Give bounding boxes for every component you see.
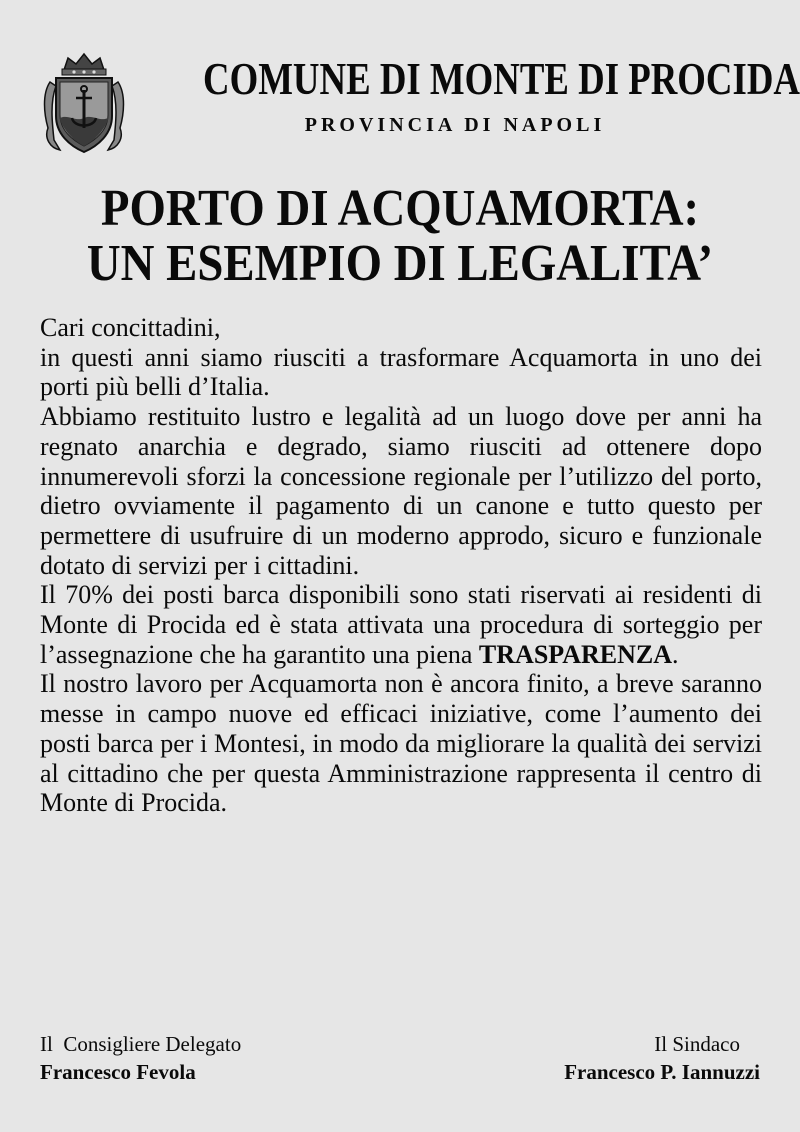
- signature-mayor-role: Il Sindaco: [654, 1032, 740, 1056]
- signature-councillor-role: Il Consigliere Delegato: [40, 1032, 242, 1056]
- letter-body: [40, 313, 762, 818]
- headline-line-2: UN ESEMPIO DI LEGALITA’: [86, 235, 714, 292]
- municipality-title: COMUNE DI MONTE DI PROCIDA: [203, 53, 800, 104]
- signature-mayor: [564, 1030, 760, 1086]
- signature-councillor-name: Francesco Fevola: [40, 1060, 196, 1084]
- province-subtitle: PROVINCIA DI NAPOLI: [304, 114, 606, 136]
- headline-line-1: PORTO DI ACQUAMORTA:: [100, 180, 700, 237]
- salutation: Cari concittadini,: [40, 313, 221, 342]
- paragraph-intro: in questi anni siamo riusciti a trasformare Acquamorta in uno dei porti più belli d’Italia.: [40, 342, 762, 402]
- signature-councillor: [40, 1030, 241, 1086]
- transparency-emphasis: TRASPARENZA: [478, 639, 673, 669]
- paragraph-residents-end: .: [672, 639, 679, 669]
- coat-of-arms-icon: [40, 52, 128, 156]
- paragraph-future: Il nostro lavoro per Acquamorta non è ancora finito, a breve saranno messe in campo nuove ed efficaci iniziative, come l’aumento dei posti barca per i Montesi, in modo da migliorare la qualità dei servizi al cittadino che per questa Amministrazione rappresenta il centro di Monte di Procida.: [40, 669, 762, 818]
- paragraph-legality: Abbiamo restituito lustro e legalità ad un luogo dove per anni ha regnato anarchia e degrado, siamo riusciti ad ottenere dopo innumerevoli sforzi la concessione regionale per l’utilizzo del porto, dietro ovviamente il pagamento di un canone e tutto questo per permettere di usufruire di un moderno approdo, sicuro e funzionale dotato di servizi per i cittadini.: [40, 402, 762, 580]
- paragraph-residents-text: Il 70% dei posti barca disponibili sono stati riservati ai residenti di Monte di Procida ed è stata attivata una procedura di sorteggio per l’assegnazione che ha garantito una piena: [40, 580, 762, 669]
- signature-mayor-name: Francesco P. Iannuzzi: [564, 1060, 760, 1084]
- paragraph-residents: [40, 580, 762, 669]
